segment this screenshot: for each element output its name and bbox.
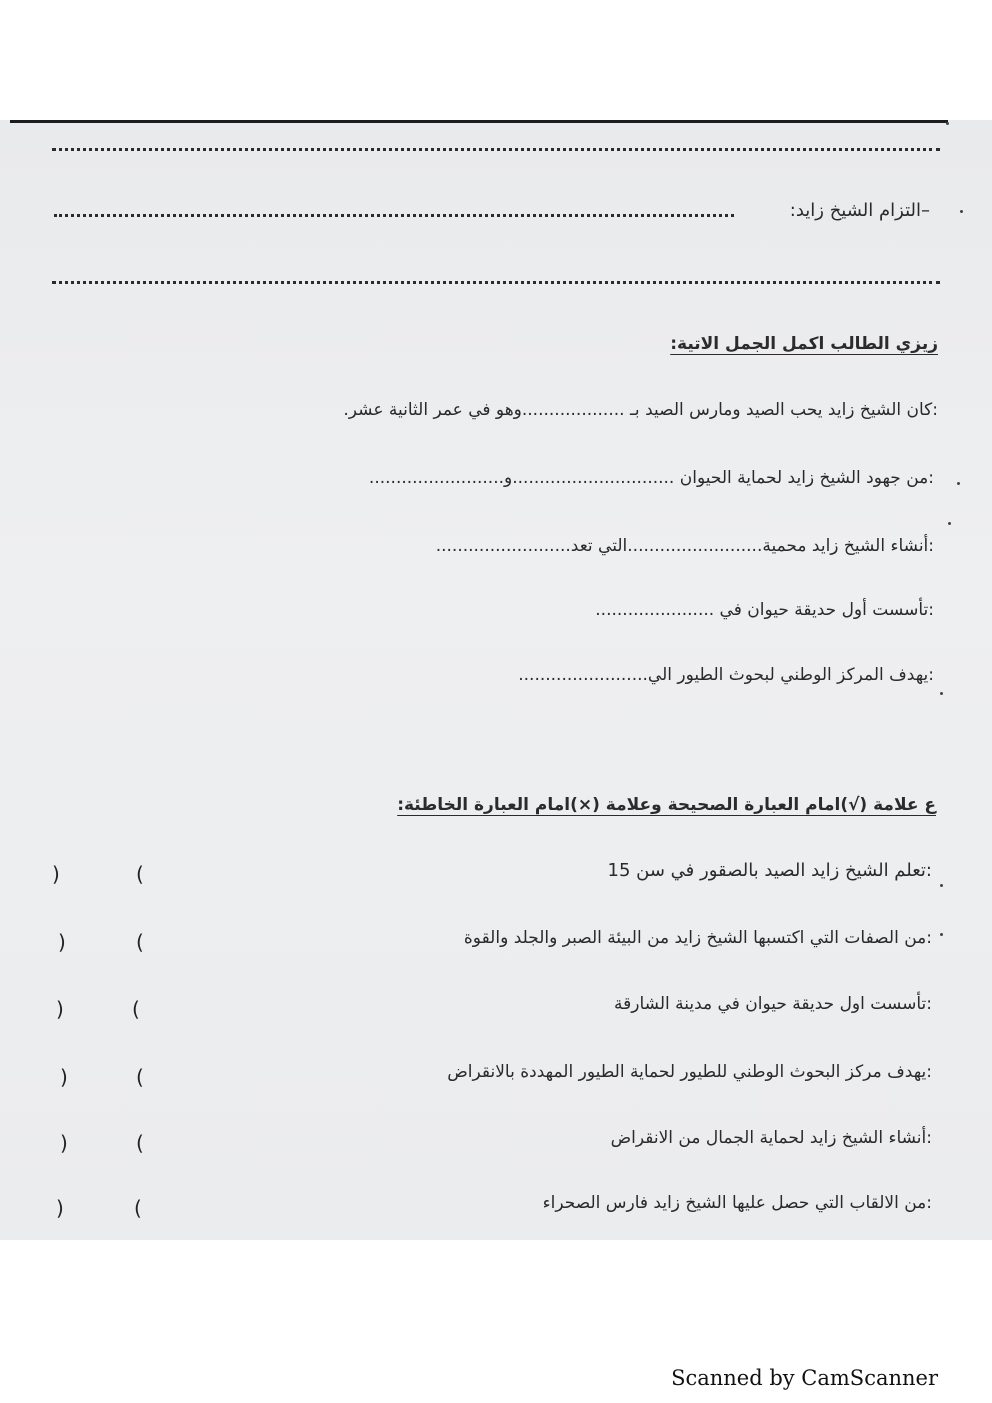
tf-statement-2: :من الصفات التي اكتسبها الشيخ زايد من البيئة الصبر والجلد والقوة: [463, 928, 932, 948]
answer-paren-close: ): [56, 1196, 64, 1220]
section-heading-true-false: ع علامة (√)امام العبارة الصحيحة وعلامة (×)امام العبارة الخاطئة:: [397, 795, 936, 815]
section-heading-complete: زيزي الطالب اكمل الجمل الاتية:: [670, 334, 938, 354]
scan-speck: [940, 692, 943, 695]
answer-paren-close: ): [60, 1131, 68, 1155]
answer-paren-open: (: [134, 1196, 142, 1220]
answer-paren-close: ): [52, 862, 60, 886]
worksheet-page: [0, 120, 992, 1240]
answer-dotted-line: [54, 214, 734, 217]
scan-speck: [940, 933, 943, 936]
fill-sentence-3: :أنشاء الشيخ زايد محمية.........................التي تعد.........................: [435, 536, 934, 556]
tf-statement-6: :من الالقاب التي حصل عليها الشيخ زايد فارس الصحراء: [542, 1193, 932, 1213]
scan-speck: [957, 482, 960, 485]
fill-sentence-2: :من جهود الشيخ زايد لحماية الحيوان ..............................و.........................: [368, 468, 934, 488]
answer-dotted-line: [52, 281, 940, 284]
scan-speck: [946, 122, 949, 125]
scan-speck: [940, 884, 943, 887]
answer-paren-open: (: [136, 1065, 144, 1089]
fill-sentence-4: :تأسست أول حديقة حيوان في ......................: [595, 600, 934, 620]
answer-paren-open: (: [136, 930, 144, 954]
tf-statement-4: :يهدف مركز البحوث الوطني للطيور لحماية الطيور المهددة بالانقراض: [447, 1062, 932, 1082]
scanner-watermark: Scanned by CamScanner: [671, 1366, 938, 1390]
scan-speck: [960, 210, 963, 213]
answer-paren-open: (: [136, 1131, 144, 1155]
tf-statement-3: :تأسست اول حديقة حيوان في مدينة الشارقة: [614, 994, 932, 1014]
tf-statement-5: :أنشاء الشيخ زايد لحماية الجمال من الانقراض: [610, 1128, 932, 1148]
answer-paren-close: ): [60, 1065, 68, 1089]
fill-sentence-5: :يهدف المركز الوطني لبحوث الطيور الي........................: [518, 665, 934, 685]
answer-dotted-line: [52, 148, 940, 151]
answer-paren-close: ): [56, 997, 64, 1021]
commitment-label: –التزام الشيخ زايد:: [789, 200, 930, 221]
tf-statement-1: :تعلم الشيخ زايد الصيد بالصقور في سن 15: [607, 860, 932, 881]
fill-sentence-1: :كان الشيخ زايد يحب الصيد ومارس الصيد بـ ...................وهو في عمر الثانية عشر.: [343, 400, 938, 420]
answer-paren-open: (: [136, 862, 144, 886]
answer-paren-close: ): [58, 930, 66, 954]
answer-paren-open: (: [132, 997, 140, 1021]
scan-speck: [948, 522, 951, 525]
top-border-line: [10, 120, 948, 123]
